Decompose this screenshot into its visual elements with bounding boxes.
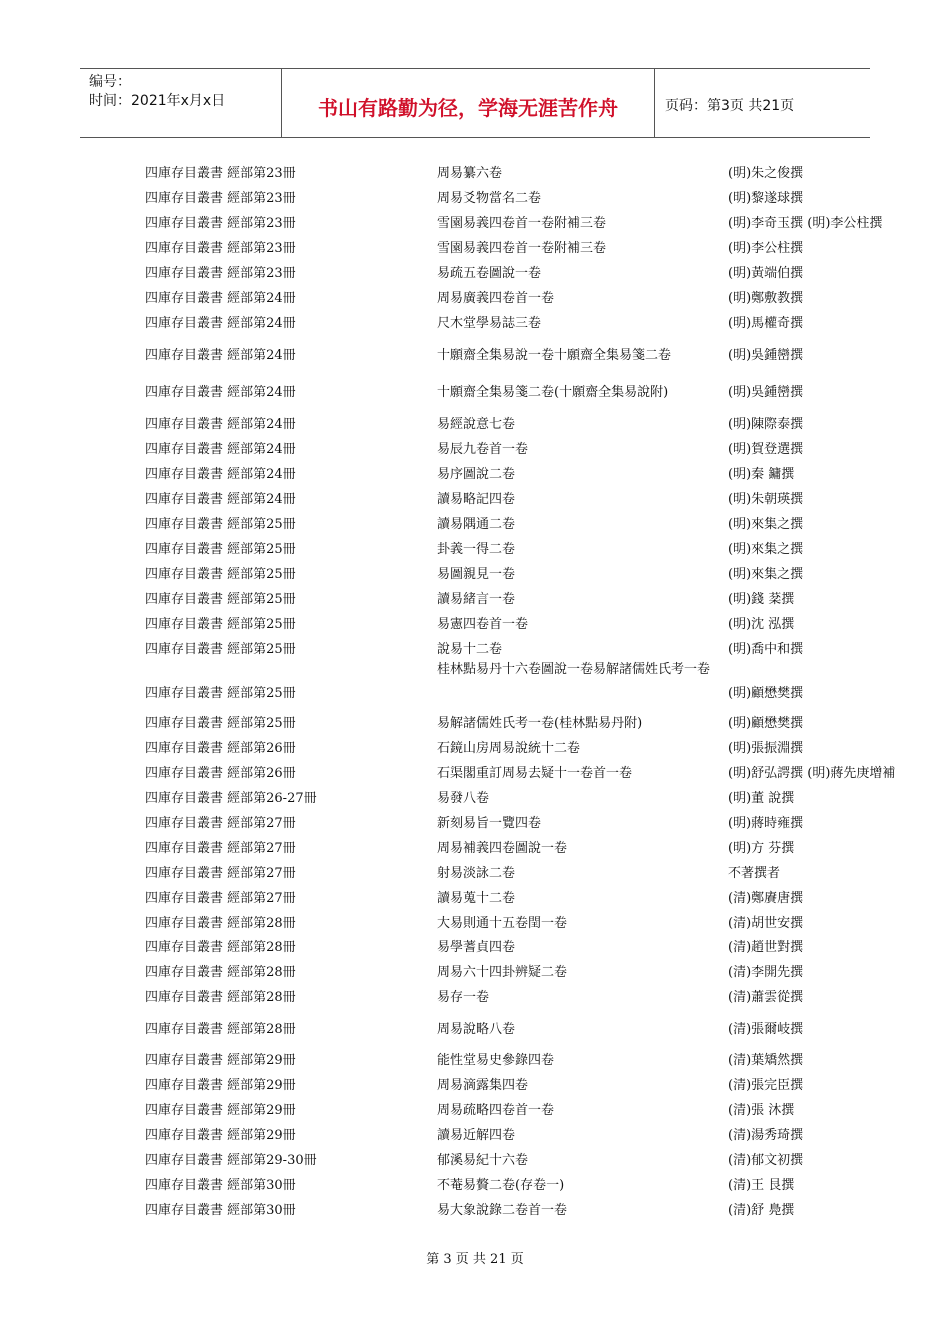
series-volume: 四庫存目叢書 經部第23冊 (145, 191, 296, 206)
book-author: (清)郁文初撰 (728, 1153, 804, 1168)
book-author: (明)舒弘諤撰 (明)蔣先庚增補 (728, 766, 896, 781)
series-volume: 四庫存目叢書 經部第30冊 (145, 1203, 296, 1218)
book-author: (清)李開先撰 (728, 965, 804, 980)
book-title: 易經說意七卷 (437, 417, 516, 432)
book-title: 讀易隅通二卷 (437, 517, 516, 532)
book-author: (清)葉矯然撰 (728, 1053, 804, 1068)
series-volume: 四庫存目叢書 經部第29冊 (145, 1078, 296, 1093)
series-volume: 四庫存目叢書 經部第24冊 (145, 442, 296, 457)
page-footer: 第 3 页 共 21 页 (426, 1252, 524, 1267)
book-title: 石渠閣重訂周易去疑十一卷首一卷 (437, 766, 633, 781)
book-author: (明)顧懋樊撰 (728, 686, 804, 701)
book-title: 雪園易義四卷首一卷附補三卷 (437, 241, 607, 256)
series-volume: 四庫存目叢書 經部第24冊 (145, 348, 296, 363)
book-author: (明)李公柱撰 (728, 241, 804, 256)
series-volume: 四庫存目叢書 經部第29冊 (145, 1103, 296, 1118)
book-title: 易憲四卷首一卷 (437, 617, 529, 632)
book-title: 易大象說錄二卷首一卷 (437, 1203, 568, 1218)
book-author: (明)秦 鏞撰 (728, 467, 795, 482)
book-author: (清)趙世對撰 (728, 940, 804, 955)
book-title: 周易說略八卷 (437, 1022, 516, 1037)
series-volume: 四庫存目叢書 經部第29冊 (145, 1128, 296, 1143)
series-volume: 四庫存目叢書 經部第28冊 (145, 965, 296, 980)
page-header (80, 68, 870, 138)
book-title: 雪園易義四卷首一卷附補三卷 (437, 216, 607, 231)
series-volume: 四庫存目叢書 經部第25冊 (145, 542, 296, 557)
book-author: (明)馬權奇撰 (728, 316, 804, 331)
header-middle-cell (281, 69, 655, 137)
book-author: (明)朱朝瑛撰 (728, 492, 804, 507)
book-author: (清)張 沐撰 (728, 1103, 795, 1118)
header-right-cell (655, 69, 870, 137)
book-author: (清)舒 鳧撰 (728, 1203, 795, 1218)
book-title: 不菴易贅二卷(存卷一) (437, 1178, 565, 1193)
book-author: (明)來集之撰 (728, 517, 804, 532)
series-volume: 四庫存目叢書 經部第27冊 (145, 841, 296, 856)
series-volume: 四庫存目叢書 經部第26冊 (145, 766, 296, 781)
series-volume: 四庫存目叢書 經部第29冊 (145, 1053, 296, 1068)
series-volume: 四庫存目叢書 經部第24冊 (145, 467, 296, 482)
series-volume: 四庫存目叢書 經部第23冊 (145, 266, 296, 281)
book-title: 讀易略記四卷 (437, 492, 516, 507)
book-title: 周易爻物當名二卷 (437, 191, 542, 206)
series-volume: 四庫存目叢書 經部第28冊 (145, 1022, 296, 1037)
book-title: 易疏五卷圖說一卷 (437, 266, 542, 281)
book-author: (清)胡世安撰 (728, 916, 804, 931)
series-volume: 四庫存目叢書 經部第24冊 (145, 385, 296, 400)
book-author: (明)蔣時雍撰 (728, 816, 804, 831)
series-volume: 四庫存目叢書 經部第25冊 (145, 642, 296, 657)
book-author: (明)朱之俊撰 (728, 166, 804, 181)
series-volume: 四庫存目叢書 經部第24冊 (145, 291, 296, 306)
header-left-cell (80, 69, 281, 137)
book-title: 周易疏略四卷首一卷 (437, 1103, 555, 1118)
book-title: 桂林點易丹十六卷圖說一卷易解諸儒姓氏考一卷 (437, 662, 711, 677)
series-volume: 四庫存目叢書 經部第24冊 (145, 492, 296, 507)
book-author: (明)錢 棻撰 (728, 592, 795, 607)
series-volume: 四庫存目叢書 經部第24冊 (145, 417, 296, 432)
book-author: (明)賀登選撰 (728, 442, 804, 457)
book-author: (清)王 艮撰 (728, 1178, 795, 1193)
book-title: 周易補義四卷圖說一卷 (437, 841, 568, 856)
series-volume: 四庫存目叢書 經部第29-30冊 (145, 1153, 317, 1168)
page-label: 页码：第3页 共21页 (665, 98, 795, 114)
book-author: (明)鄭敷教撰 (728, 291, 804, 306)
series-volume: 四庫存目叢書 經部第24冊 (145, 316, 296, 331)
book-author: (清)張完臣撰 (728, 1078, 804, 1093)
series-volume: 四庫存目叢書 經部第27冊 (145, 866, 296, 881)
number-label: 编号： (89, 74, 131, 90)
series-volume: 四庫存目叢書 經部第23冊 (145, 216, 296, 231)
series-volume: 四庫存目叢書 經部第27冊 (145, 891, 296, 906)
book-title: 易解諸儒姓氏考一卷(桂林點易丹附) (437, 716, 643, 731)
book-author: (明)方 芬撰 (728, 841, 795, 856)
book-title: 易序圖說二卷 (437, 467, 516, 482)
series-volume: 四庫存目叢書 經部第23冊 (145, 166, 296, 181)
book-title: 十願齋全集易箋二卷(十願齋全集易說附) (437, 385, 669, 400)
time-label: 时间：2021年x月x日 (89, 93, 226, 109)
series-volume: 四庫存目叢書 經部第28冊 (145, 916, 296, 931)
series-volume: 四庫存目叢書 經部第25冊 (145, 617, 296, 632)
book-title: 說易十二卷 (437, 642, 503, 657)
series-volume: 四庫存目叢書 經部第30冊 (145, 1178, 296, 1193)
book-author: (明)吳鍾巒撰 (728, 385, 804, 400)
series-volume: 四庫存目叢書 經部第25冊 (145, 592, 296, 607)
book-author: (明)李奇玉撰 (明)李公柱撰 (728, 216, 883, 231)
series-volume: 四庫存目叢書 經部第26-27冊 (145, 791, 317, 806)
book-title: 石鏡山房周易說統十二卷 (437, 741, 581, 756)
book-title: 卦義一得二卷 (437, 542, 516, 557)
book-author: (明)董 說撰 (728, 791, 795, 806)
book-title: 周易纂六卷 (437, 166, 503, 181)
motto-text: 书山有路勤为径，学海无涯苦作舟 (318, 95, 618, 120)
book-author: (明)喬中和撰 (728, 642, 804, 657)
book-author: (明)顧懋樊撰 (728, 716, 804, 731)
book-author: (明)張振淵撰 (728, 741, 804, 756)
book-author: (明)陳際泰撰 (728, 417, 804, 432)
book-author: (明)沈 泓撰 (728, 617, 795, 632)
book-author: (清)張爾岐撰 (728, 1022, 804, 1037)
series-volume: 四庫存目叢書 經部第25冊 (145, 517, 296, 532)
book-author: (明)黎遂球撰 (728, 191, 804, 206)
book-title: 周易滴露集四卷 (437, 1078, 529, 1093)
book-author: (明)來集之撰 (728, 567, 804, 582)
book-title: 能性堂易史參錄四卷 (437, 1053, 555, 1068)
series-volume: 四庫存目叢書 經部第25冊 (145, 567, 296, 582)
book-author: (清)湯秀琦撰 (728, 1128, 804, 1143)
series-volume: 四庫存目叢書 經部第23冊 (145, 241, 296, 256)
book-title: 周易六十四卦辨疑二卷 (437, 965, 568, 980)
book-title: 周易廣義四卷首一卷 (437, 291, 555, 306)
series-volume: 四庫存目叢書 經部第25冊 (145, 686, 296, 701)
book-title: 易圖親見一卷 (437, 567, 516, 582)
series-volume: 四庫存目叢書 經部第28冊 (145, 990, 296, 1005)
book-title: 易發八卷 (437, 791, 490, 806)
book-title: 尺木堂學易誌三卷 (437, 316, 542, 331)
series-volume: 四庫存目叢書 經部第27冊 (145, 816, 296, 831)
book-title: 十願齋全集易說一卷十願齋全集易箋二卷 (437, 348, 672, 363)
book-author: (明)黃端伯撰 (728, 266, 804, 281)
book-author: (明)來集之撰 (728, 542, 804, 557)
series-volume: 四庫存目叢書 經部第26冊 (145, 741, 296, 756)
book-title: 射易淡詠二卷 (437, 866, 516, 881)
book-title: 易存一卷 (437, 990, 490, 1005)
series-volume: 四庫存目叢書 經部第25冊 (145, 716, 296, 731)
book-title: 易學蓍貞四卷 (437, 940, 516, 955)
book-title: 易辰九卷首一卷 (437, 442, 529, 457)
book-title: 郁溪易紀十六卷 (437, 1153, 529, 1168)
book-title: 新刻易旨一覽四卷 (437, 816, 542, 831)
book-author: 不著撰者 (728, 866, 781, 881)
book-author: (明)吳鍾巒撰 (728, 348, 804, 363)
book-title: 讀易蒐十二卷 (437, 891, 516, 906)
book-title: 讀易緒言一卷 (437, 592, 516, 607)
book-title: 大易則通十五卷閏一卷 (437, 916, 568, 931)
book-author: (清)蕭雲從撰 (728, 990, 804, 1005)
book-author: (清)鄭賡唐撰 (728, 891, 804, 906)
book-title: 讀易近解四卷 (437, 1128, 516, 1143)
series-volume: 四庫存目叢書 經部第28冊 (145, 940, 296, 955)
